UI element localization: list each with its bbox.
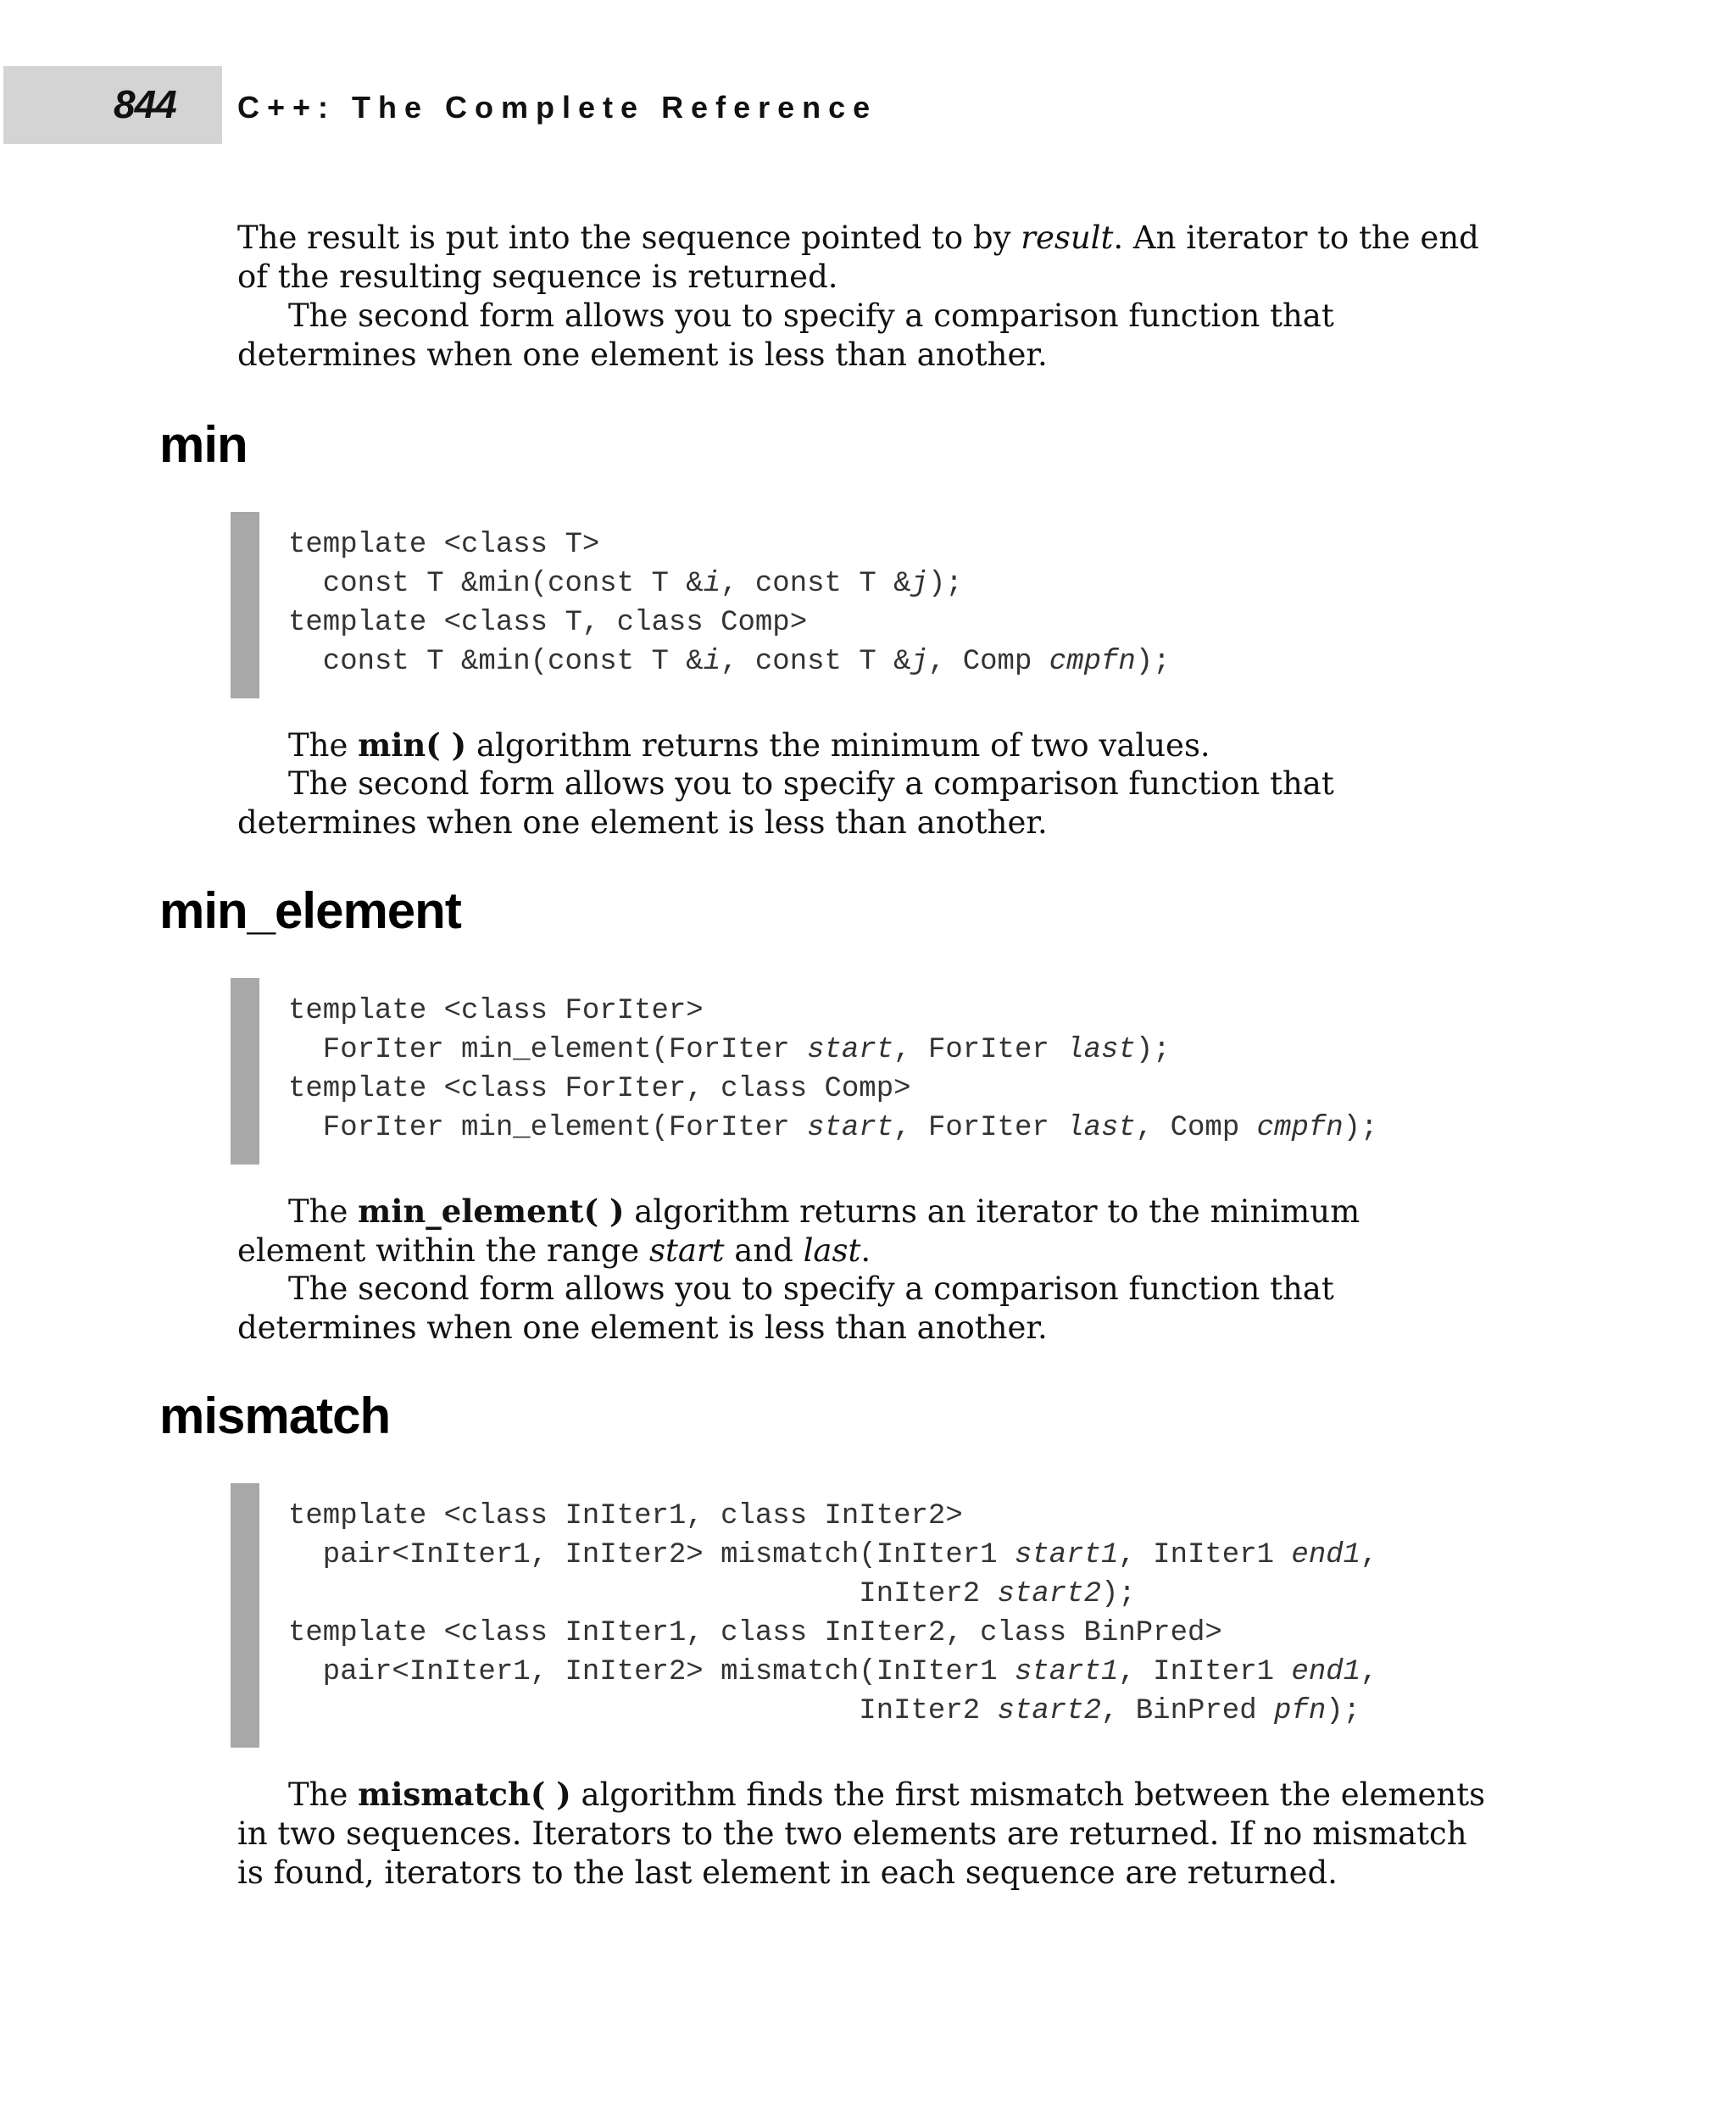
section-heading-mismatch: mismatch (159, 1387, 391, 1444)
intro-paragraph: The result is put into the sequence pointed to by result. An iterator to the end of the resulting sequence is returned. (237, 220, 1479, 295)
min-description: The min( ) algorithm returns the minimum of two values. (288, 726, 1210, 764)
code-line: template <class ForIter> (288, 995, 704, 1027)
intro-paragraph-second-form: The second form allows you to specify a comparison function that determines when one element is less than another. (237, 297, 1334, 373)
code-block-bar (231, 512, 259, 698)
code-line: pair<InIter1, InIter2> mismatch(InIter1 start1, InIter1 end1, (288, 1539, 1378, 1571)
page-number: 844 (114, 82, 176, 126)
min-second-form: The second form allows you to specify a comparison function that determines when one element is less than another. (237, 765, 1334, 841)
code-line: InIter2 start2, BinPred pfn); (288, 1695, 1361, 1727)
code-line: const T &min(const T &i, const T &j, Comp cmpfn); (288, 646, 1171, 678)
code-block-mismatch (288, 1497, 1377, 1731)
code-block-bar (231, 978, 259, 1165)
section-heading-min-element: min_element (159, 882, 461, 939)
code-line: template <class ForIter, class Comp> (288, 1073, 911, 1105)
code-block-min-element (288, 992, 1377, 1148)
code-line: template <class InIter1, class InIter2, class BinPred> (288, 1617, 1222, 1649)
min-element-second-form: The second form allows you to specify a comparison function that determines when one element is less than another. (237, 1270, 1334, 1346)
code-block-min (288, 525, 1171, 681)
code-line: pair<InIter1, InIter2> mismatch(InIter1 start1, InIter1 end1, (288, 1656, 1378, 1688)
code-line: template <class T> (288, 529, 600, 561)
code-line: InIter2 start2); (288, 1578, 1136, 1610)
section-heading-min: min (159, 416, 248, 473)
code-line: template <class InIter1, class InIter2> (288, 1500, 963, 1532)
mismatch-description: The mismatch( ) algorithm finds the first mismatch between the elements in two sequences. Iterators to the two elements are returned. If no mismatch is found, iterators to the last element in each sequence are returned. (237, 1776, 1486, 1891)
code-line: template <class T, class Comp> (288, 607, 808, 639)
code-line: const T &min(const T &i, const T &j); (288, 568, 963, 600)
page-number-tab (3, 66, 222, 144)
code-line: ForIter min_element(ForIter start, ForIter last, Comp cmpfn); (288, 1112, 1378, 1144)
running-header-title: C++: The Complete Reference (237, 90, 878, 125)
code-line: ForIter min_element(ForIter start, ForIter last); (288, 1034, 1171, 1066)
code-block-bar (231, 1483, 259, 1748)
min-element-description: The min_element( ) algorithm returns an iterator to the minimum element within the range start and last. (237, 1192, 1360, 1269)
